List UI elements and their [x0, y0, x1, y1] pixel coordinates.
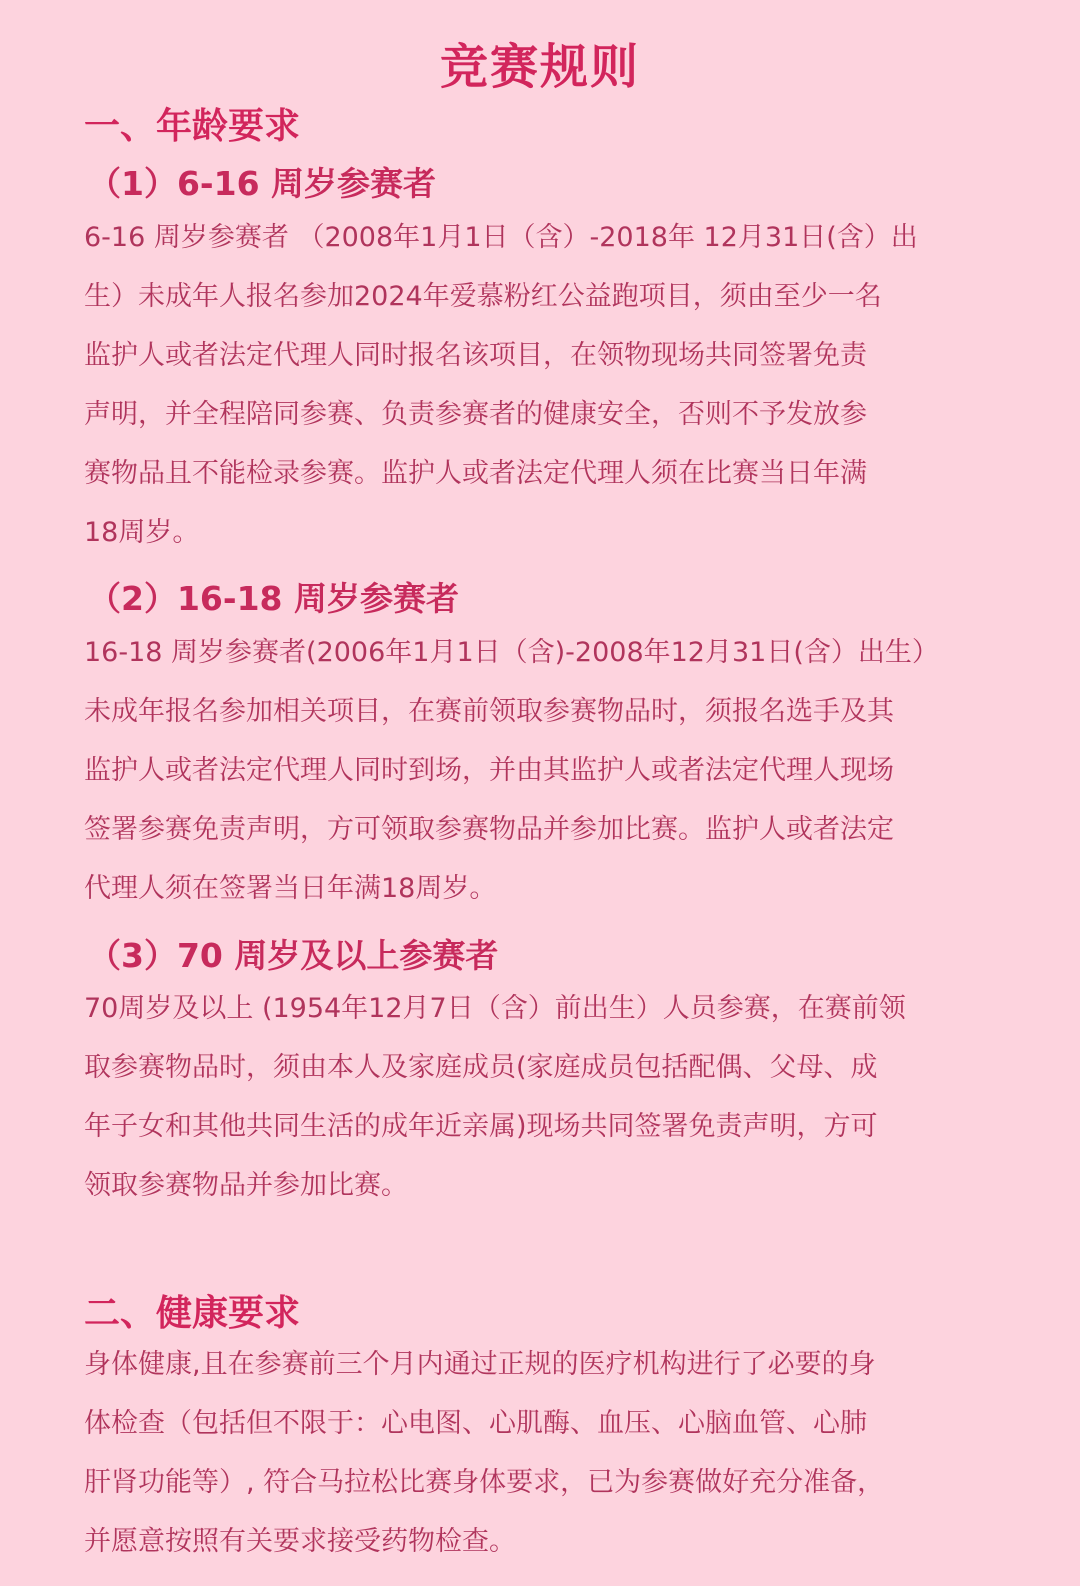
paragraph-70-plus — [84, 979, 994, 1215]
text-line: 代理人须在签署当日年满18周岁。 — [84, 873, 497, 904]
section-heading-age: 一、年龄要求 — [84, 106, 301, 147]
sub-heading-70-plus: （3）70 周岁及以上参赛者 — [88, 936, 499, 975]
text-line: 身体健康,且在参赛前三个月内通过正规的医疗机构进行了必要的身 — [84, 1349, 876, 1380]
text-line: 声明，并全程陪同参赛、负责参赛者的健康安全，否则不予发放参 — [84, 399, 867, 430]
text-line: 未成年报名参加相关项目，在赛前领取参赛物品时，须报名选手及其 — [84, 696, 894, 727]
sub-heading-16-18: （2）16-18 周岁参赛者 — [88, 579, 459, 618]
text-line: 体检查（包括但不限于：心电图、心肌酶、血压、心脑血管、心肺 — [84, 1408, 867, 1439]
section-heading-health: 二、健康要求 — [84, 1293, 301, 1334]
text-line: 并愿意按照有关要求接受药物检查。 — [84, 1526, 516, 1557]
text-line: 生）未成年人报名参加2024年爱慕粉红公益跑项目，须由至少一名 — [84, 281, 882, 312]
text-line: 赛物品且不能检录参赛。监护人或者法定代理人须在比赛当日年满 — [84, 458, 867, 489]
text-line: 年子女和其他共同生活的成年近亲属)现场共同签署免责声明，方可 — [84, 1111, 878, 1142]
text-line: 70周岁及以上 (1954年12月7日（含）前出生）人员参赛，在赛前领 — [84, 993, 906, 1024]
text-line: 18周岁。 — [84, 517, 200, 548]
text-line: 监护人或者法定代理人同时报名该项目，在领物现场共同签署免责 — [84, 340, 867, 371]
text-line: 监护人或者法定代理人同时到场，并由其监护人或者法定代理人现场 — [84, 755, 894, 786]
text-line: 取参赛物品时，须由本人及家庭成员(家庭成员包括配偶、父母、成 — [84, 1052, 878, 1083]
paragraph-6-16 — [84, 208, 994, 562]
text-line: 肝肾功能等）, 符合马拉松比赛身体要求，已为参赛做好充分准备， — [84, 1467, 885, 1498]
text-line: 16-18 周岁参赛者(2006年1月1日（含)-2008年12月31日(含）出生） — [84, 637, 939, 668]
text-line: 签署参赛免责声明，方可领取参赛物品并参加比赛。监护人或者法定 — [84, 814, 894, 845]
text-line: 6-16 周岁参赛者 （2008年1月1日（含）-2018年 12月31日(含）出 — [84, 222, 918, 253]
paragraph-16-18 — [84, 623, 994, 918]
page-title: 竞赛规则 — [439, 39, 640, 95]
sub-heading-6-16: （1）6-16 周岁参赛者 — [88, 164, 437, 203]
paragraph-health — [84, 1335, 994, 1571]
text-line: 领取参赛物品并参加比赛。 — [84, 1170, 408, 1201]
